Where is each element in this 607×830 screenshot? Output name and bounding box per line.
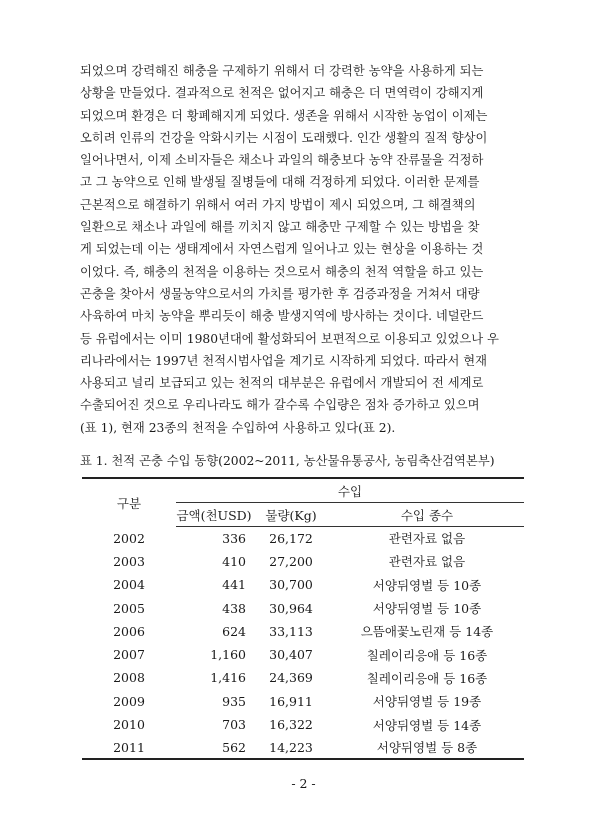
table-row <box>82 690 524 713</box>
header-amount: 금액(천USD) <box>176 503 252 527</box>
header-quantity: 물량(Kg) <box>252 503 330 527</box>
table-row <box>82 596 524 619</box>
cell-species: 관련자료 없음 <box>388 531 466 547</box>
table-row <box>82 573 524 596</box>
cell-year: 2005 <box>113 600 145 616</box>
cell-quantity: 26,172 <box>269 530 313 546</box>
paragraph-line: 사용되고 널리 보급되고 있는 천적의 대부분은 유럽에서 개발되어 전 세계로 <box>80 376 484 391</box>
paragraph-line: 일어나면서, 이제 소비자들은 채소나 과일의 해충보다 농약 잔류물을 걱정하 <box>80 153 484 168</box>
paragraph-line: 일환으로 채소나 과일에 해를 끼치지 않고 해충만 구제할 수 있는 방법을 찾 <box>80 220 480 235</box>
cell-amount: 438 <box>222 600 246 616</box>
table-row <box>82 527 524 550</box>
cell-species: 칠레이리응애 등 16종 <box>366 670 488 686</box>
page-number: - 2 - <box>291 776 316 791</box>
cell-year: 2004 <box>113 577 145 593</box>
paragraph-line: 리나라에서는 1997년 천적시범사업을 계기로 시작하게 되었다. 따라서 현재 <box>80 353 488 368</box>
paragraph-line: 되었으며 환경은 더 황폐해지게 되었다. 생존을 위해서 시작한 농업이 이제는 <box>80 108 488 123</box>
paragraph-line: 이었다. 즉, 해충의 천적을 이용하는 것으로서 해충의 천적 역할을 하고 있는 <box>80 264 484 279</box>
table-row <box>82 736 524 759</box>
body-paragraph <box>80 60 527 439</box>
cell-amount: 935 <box>222 693 246 709</box>
cell-quantity: 24,369 <box>269 670 313 686</box>
cell-year: 2008 <box>113 670 145 686</box>
cell-quantity: 16,322 <box>269 717 313 733</box>
cell-amount: 1,160 <box>210 647 246 663</box>
cell-amount: 336 <box>222 530 246 546</box>
cell-quantity: 30,407 <box>269 647 313 663</box>
cell-species: 서양뒤영벌 등 14종 <box>372 717 482 733</box>
cell-year: 2010 <box>113 717 145 733</box>
paragraph-line: 수출되어진 것으로 우리나라도 해가 갈수록 수입량은 점차 증가하고 있으며 <box>80 398 480 413</box>
cell-quantity: 33,113 <box>269 623 313 639</box>
cell-quantity: 27,200 <box>269 553 313 569</box>
table-row <box>82 713 524 736</box>
paragraph-line: 오히려 인류의 건강을 악화시키는 시점이 도래했다. 인간 생활의 질적 향상이 <box>80 130 488 145</box>
cell-quantity: 14,223 <box>269 739 313 755</box>
cell-quantity: 30,700 <box>269 577 313 593</box>
cell-species: 칠레이리응애 등 16종 <box>366 647 488 663</box>
cell-quantity: 30,964 <box>269 600 313 616</box>
cell-amount: 703 <box>222 717 246 733</box>
table-row <box>82 643 524 666</box>
paragraph-line: 근본적으로 해결하기 위해서 여러 가지 방법이 제시 되었으며, 그 해결책의 <box>80 197 476 212</box>
cell-year: 2006 <box>113 623 145 639</box>
cell-year: 2007 <box>113 647 145 663</box>
cell-species: 서양뒤영벌 등 8종 <box>376 740 478 756</box>
paragraph-line: 고 그 농약으로 인해 발생될 질병들에 대해 걱정하게 되었다. 이러한 문제를 <box>80 175 480 190</box>
import-trend-table <box>82 477 524 760</box>
cell-species: 서양뒤영벌 등 19종 <box>372 694 482 710</box>
paragraph-line: 상황을 만들었다. 결과적으로 천적은 없어지고 해충은 더 면역력이 강해지게 <box>80 86 484 101</box>
header-category: 구분 <box>116 495 142 511</box>
table-row <box>82 620 524 643</box>
cell-species: 으뜸애꽃노린재 등 14종 <box>360 624 494 640</box>
cell-species: 관련자료 없음 <box>388 554 466 570</box>
paragraph-line: 사육하여 마치 농약을 뿌리듯이 해충 발생지역에 방사하는 것이다. 네덜란드 <box>80 309 484 324</box>
header-import-group: 수입 <box>337 483 363 499</box>
cell-species: 서양뒤영벌 등 10종 <box>372 601 482 617</box>
table-row <box>82 550 524 573</box>
cell-amount: 410 <box>222 553 246 569</box>
cell-quantity: 16,911 <box>269 693 313 709</box>
cell-year: 2003 <box>113 553 145 569</box>
table-caption: 표 1. 천적 곤충 수입 동향(2002~2011, 농산물유통공사, 농림축산검역본부) <box>80 454 495 468</box>
cell-year: 2002 <box>113 530 145 546</box>
paragraph-line: 등 유럽에서는 이미 1980년대에 활성화되어 보편적으로 이용되고 있었으나 우 <box>80 331 499 346</box>
header-species: 수입 종수 <box>330 503 524 527</box>
paragraph-line: 되었으며 강력해진 해충을 구제하기 위해서 더 강력한 농약을 사용하게 되는 <box>80 64 484 78</box>
paragraph-line: (표 1), 현재 23종의 천적을 수입하여 사용하고 있다(표 2). <box>80 420 396 435</box>
cell-amount: 441 <box>222 577 246 593</box>
cell-species: 서양뒤영벌 등 10종 <box>372 577 482 593</box>
cell-amount: 562 <box>222 739 246 755</box>
cell-year: 2009 <box>113 693 145 709</box>
paragraph-line: 곤충을 찾아서 생물농약으로서의 가치를 평가한 후 검증과정을 거쳐서 대량 <box>80 286 480 301</box>
cell-amount: 1,416 <box>210 670 246 686</box>
cell-amount: 624 <box>222 623 246 639</box>
cell-year: 2011 <box>113 739 145 755</box>
table-row <box>82 666 524 689</box>
paragraph-line: 게 되었는데 이는 생태계에서 자연스럽게 일어나고 있는 현상을 이용하는 것 <box>80 242 484 257</box>
